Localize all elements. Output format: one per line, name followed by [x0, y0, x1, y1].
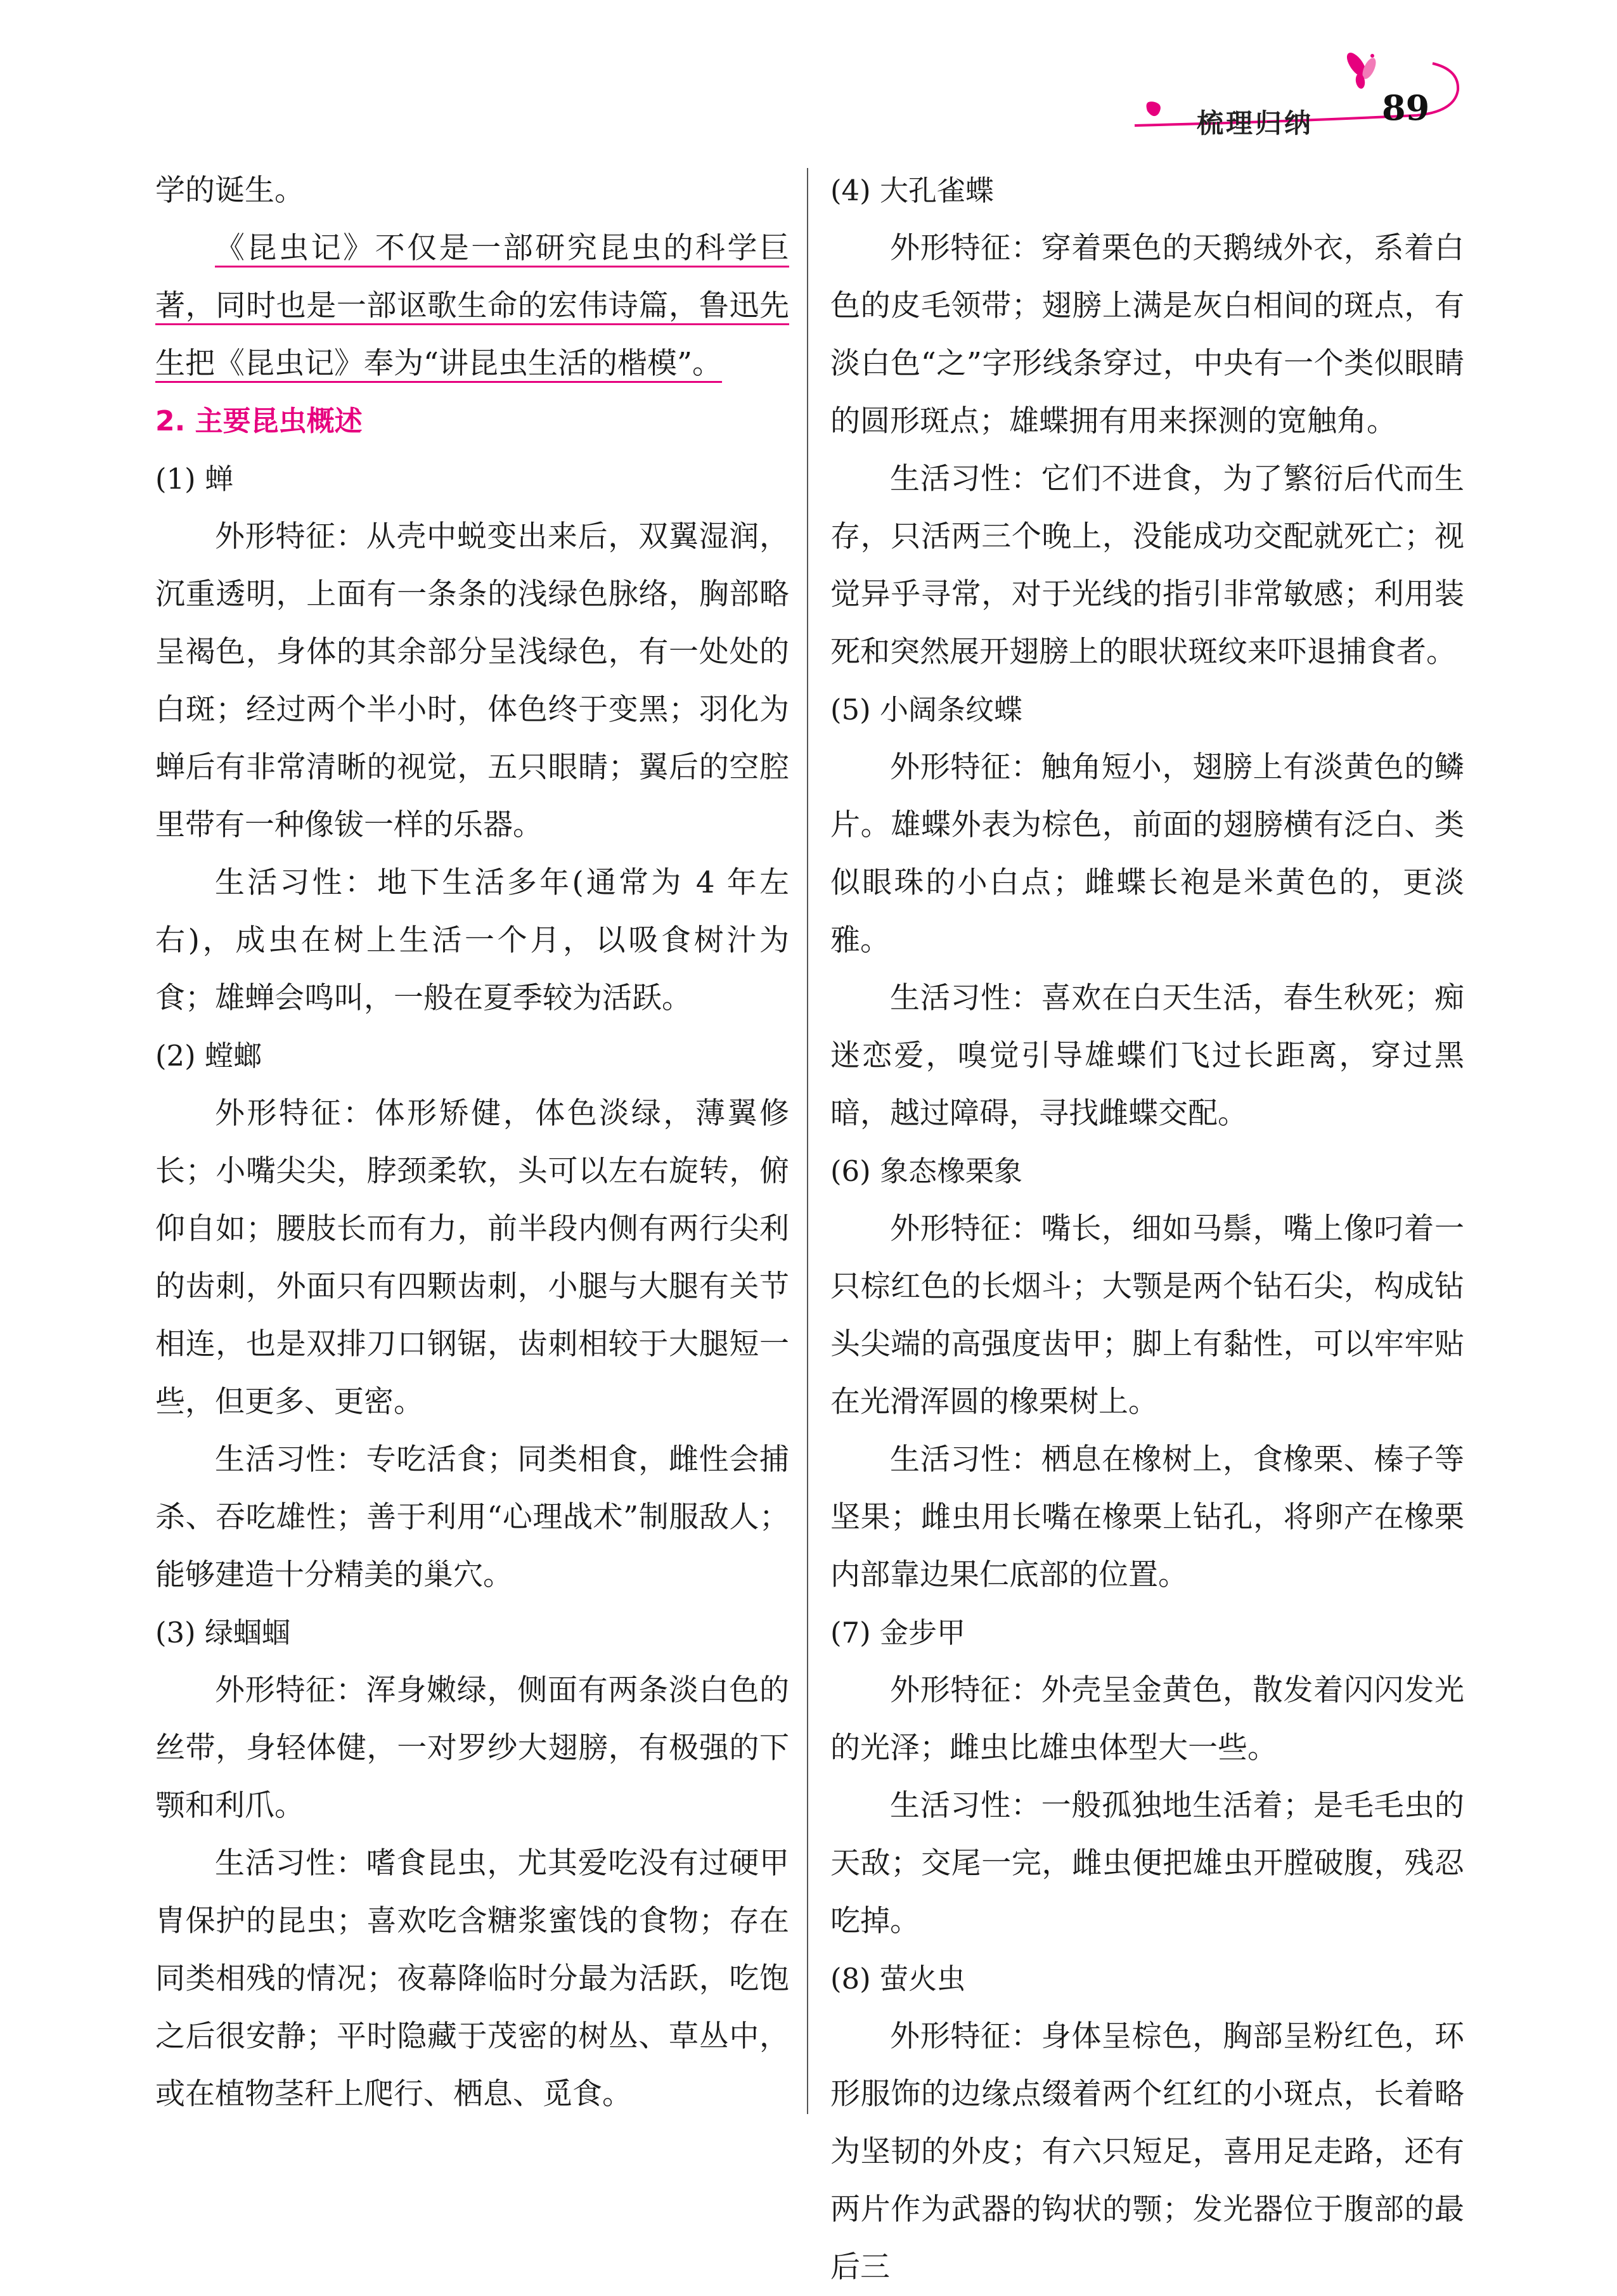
insect-features-striped-moth: 外形特征：触角短小，翅膀上有淡黄色的鳞片。雄蝶外表为棕色，前面的翅膀横有泛白、类似眼珠的小白点；雌蝶长袍是米黄色的，更淡雅。 [830, 750, 1464, 958]
insect-habits-mantis: 生活习性：专吃活食；同类相食，雌性会捕杀、吞吃雄性；善于利用“心理战术”制服敌人；能够建造十分精美的巢穴。 [155, 1442, 789, 1592]
insect-features-mantis: 外形特征：体形矫健，体色淡绿，薄翼修长；小嘴尖尖，脖颈柔软，头可以左右旋转，俯仰自如；腰肢长而有力，前半段内侧有两行尖利的齿刺，外面只有四颗齿刺，小腿与大腿有关节相连，也是双排刀口钢锯，齿刺相较于大腿短一些，但更多、更密。 [155, 1096, 789, 1419]
insect-habits-striped-moth: 生活习性：喜欢在白天生活，春生秋死；痴迷恋爱，嗅觉引导雄蝶们飞过长距离，穿过黑暗，越过障碍，寻找雌蝶交配。 [830, 981, 1464, 1131]
insect-heading-firefly: (8) 萤火虫 [830, 1962, 966, 1996]
insect-features-ground-beetle: 外形特征：外壳呈金黄色，散发着闪闪发光的光泽；雌虫比雄虫体型大一些。 [830, 1673, 1464, 1765]
insect-features-firefly: 外形特征：身体呈棕色，胸部呈粉红色，环形服饰的边缘点缀着两个红红的小斑点，长着略为坚韧的外皮；有六只短足，喜用足走路，还有两片作为武器的钩状的颚；发光器位于腹部的最后三 [830, 2019, 1464, 2285]
right-column [830, 162, 1464, 2296]
insect-habits-peacock-moth: 生活习性：它们不进食，为了繁衍后代而生存，只活两三个晚上，没能成功交配就死亡；视觉异乎寻常，对于光线的指引非常敏感；利用装死和突然展开翅膀上的眼状斑纹来吓退捕食者。 [830, 461, 1464, 669]
insect-heading-acorn-weevil: (6) 象态橡栗象 [830, 1154, 1023, 1188]
insect-heading-mantis: (2) 螳螂 [155, 1039, 262, 1073]
header-section-label: 梳理归纳 [1197, 108, 1314, 139]
paragraph-continuation: 学的诞生。 [155, 173, 304, 208]
left-column [155, 162, 789, 2123]
insect-habits-cicada: 生活习性：地下生活多年(通常为 4 年左右)，成虫在树上生活一个月，以吸食树汁为食；雄蝉会鸣叫，一般在夏季较为活跃。 [155, 865, 789, 1016]
insect-features-acorn-weevil: 外形特征：嘴长，细如马鬃，嘴上像叼着一只棕红色的长烟斗；大颚是两个钻石尖，构成钻头尖端的高强度齿甲；脚上有黏性，可以牢牢贴在光滑浑圆的橡栗树上。 [830, 1211, 1464, 1419]
leaf-icon [1147, 101, 1161, 116]
insect-heading-ground-beetle: (7) 金步甲 [830, 1616, 966, 1649]
butterfly-icon [1343, 51, 1379, 89]
column-divider [807, 168, 808, 2114]
insect-features-peacock-moth: 外形特征：穿着栗色的天鹅绒外衣，系着白色的皮毛领带；翅膀上满是灰白相间的斑点，有淡白色“之”字形线条穿过，中央有一个类似眼睛的圆形斑点；雄蝶拥有用来探测的宽触角。 [830, 231, 1464, 439]
insect-habits-katydid: 生活习性：嗜食昆虫，尤其爱吃没有过硬甲胄保护的昆虫；喜欢吃含糖浆蜜饯的食物；存在同类相残的情况；夜幕降临时分最为活跃，吃饱之后很安静；平时隐藏于茂密的树丛、草丛中，或在植物茎秆上爬行、栖息、觅食。 [155, 1846, 789, 2112]
page-number: 89 [1382, 87, 1430, 128]
insect-features-cicada: 外形特征：从壳中蜕变出来后，双翼湿润，沉重透明，上面有一条条的浅绿色脉络，胸部略呈褐色，身体的其余部分呈浅绿色，有一处处的白斑；经过两个半小时，体色终于变黑；羽化为蝉后有非常清晰的视觉，五只眼睛；翼后的空腔里带有一种像钹一样的乐器。 [155, 519, 789, 842]
insect-habits-acorn-weevil: 生活习性：栖息在橡树上，食橡栗、榛子等坚果；雌虫用长嘴在橡栗上钻孔，将卵产在橡栗内部靠边果仁底部的位置。 [830, 1442, 1464, 1592]
page-header [1128, 51, 1483, 146]
section-title: 2. 主要昆虫概述 [155, 405, 363, 437]
insect-heading-striped-moth: (5) 小阔条纹蝶 [830, 693, 1023, 726]
insect-heading-katydid: (3) 绿蝈蝈 [155, 1616, 291, 1649]
insect-heading-peacock-moth: (4) 大孔雀蝶 [830, 174, 995, 207]
underlined-text: 《昆虫记》不仅是一部研究昆虫的科学巨著，同时也是一部讴歌生命的宏伟诗篇，鲁迅先生把《昆虫记》奉为“讲昆虫生活的楷模”。 [155, 231, 789, 381]
insect-features-katydid: 外形特征：浑身嫩绿，侧面有两条淡白色的丝带，身轻体健，一对罗纱大翅膀，有极强的下颚和利爪。 [155, 1673, 789, 1823]
insect-heading-cicada: (1) 蝉 [155, 462, 234, 496]
paragraph-insect-record-summary [155, 219, 789, 392]
insect-habits-ground-beetle: 生活习性：一般孤独地生活着；是毛毛虫的天敌；交尾一完，雌虫便把雄虫开膛破腹，残忍吃掉。 [830, 1788, 1464, 1938]
